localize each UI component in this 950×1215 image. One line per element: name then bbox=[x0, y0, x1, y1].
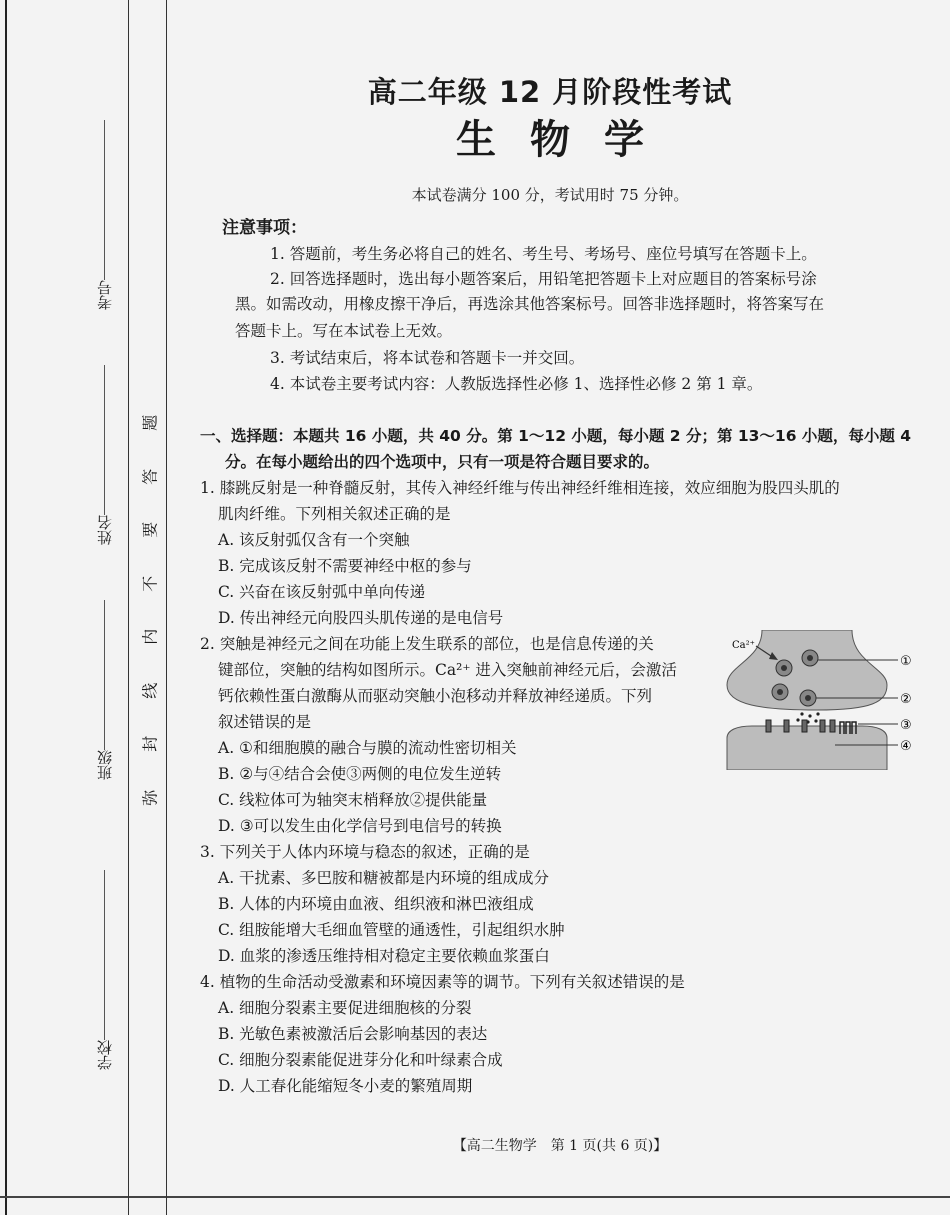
synapse-diagram bbox=[722, 630, 922, 770]
name-field[interactable] bbox=[93, 365, 115, 545]
vesicle-core bbox=[781, 665, 787, 671]
school-line bbox=[104, 870, 105, 1040]
postsynaptic-cell bbox=[727, 726, 887, 770]
q2-option-d: D. ③可以发生由化学信号到电信号的转换 bbox=[218, 817, 502, 835]
exam-number-line bbox=[104, 120, 105, 280]
notice-line: 4. 本试卷主要考试内容：人教版选择性必修 1、选择性必修 2 第 1 章。 bbox=[270, 375, 763, 393]
notice-line: 答题卡上。写在本试卷上无效。 bbox=[235, 322, 453, 340]
label-2: ② bbox=[900, 692, 912, 707]
vesicle-core bbox=[807, 655, 813, 661]
notice-line: 黑。如需改动，用橡皮擦干净后，再选涂其他答案标号。回答非选择题时，将答案写在 bbox=[235, 295, 825, 313]
vesicle-core bbox=[805, 695, 811, 701]
class-label: 班级 bbox=[95, 750, 114, 780]
page-footer: 【高二生物学 第 1 页(共 6 页)】 bbox=[452, 1138, 668, 1154]
q4-option-b: B. 光敏色素被激活后会影响基因的表达 bbox=[218, 1025, 488, 1043]
q3-stem: 3. 下列关于人体内环境与稳态的叙述，正确的是 bbox=[200, 843, 530, 861]
section-heading-line1: 一、选择题：本题共 16 小题，共 40 分。第 1～12 小题，每小题 2 分；第 13～16 小题，每小题 4 bbox=[200, 427, 912, 445]
exam-number-label: 考号 bbox=[95, 280, 114, 310]
notice-line: 1. 答题前，考生务必将自己的姓名、考生号、考场号、座位号填写在答题卡上。 bbox=[270, 245, 817, 263]
notice-line: 3. 考试结束后，将本试卷和答题卡一并交回。 bbox=[270, 349, 585, 367]
name-line bbox=[104, 365, 105, 515]
seal-char: 答 bbox=[140, 468, 160, 485]
q2-option-c: C. 线粒体可为轴突末梢释放②提供能量 bbox=[218, 791, 488, 809]
exam-number-field[interactable] bbox=[93, 120, 115, 310]
q4-option-d: D. 人工春化能缩短冬小麦的繁殖周期 bbox=[218, 1077, 473, 1095]
q4-option-a: A. 细胞分裂素主要促进细胞核的分裂 bbox=[218, 999, 472, 1017]
neurotransmitter-dots bbox=[796, 712, 819, 723]
name-label: 姓名 bbox=[95, 515, 114, 545]
q2-option-b: B. ②与④结合会使③两侧的电位发生逆转 bbox=[218, 765, 502, 783]
seal-char: 题 bbox=[140, 414, 160, 431]
section-heading-line2: 分。在每小题给出的四个选项中，只有一项是符合题目要求的。 bbox=[225, 453, 660, 471]
q4-option-c: C. 细胞分裂素能促进芽分化和叶绿素合成 bbox=[218, 1051, 503, 1069]
ca-ion-label: Ca²⁺ bbox=[732, 640, 755, 651]
school-label: 学校 bbox=[95, 1040, 114, 1070]
exam-info: 本试卷满分 100 分，考试用时 75 分钟。 bbox=[411, 186, 689, 204]
seal-char: 内 bbox=[140, 628, 160, 645]
q2-stem: 钙依赖性蛋白激酶从而驱动突触小泡移动并释放神经递质。下列 bbox=[218, 687, 653, 705]
class-field[interactable] bbox=[93, 600, 115, 780]
seal-char: 弥 bbox=[140, 789, 160, 806]
q2-option-a: A. ①和细胞膜的融合与膜的流动性密切相关 bbox=[218, 739, 517, 757]
q2-stem: 键部位，突触的结构如图所示。Ca²⁺ 进入突触前神经元后，会激活 bbox=[218, 661, 677, 679]
notice-heading: 注意事项： bbox=[222, 218, 307, 238]
q1-option-d: D. 传出神经元向股四头肌传递的是电信号 bbox=[218, 609, 504, 627]
q1-stem: 肌肉纤维。下列相关叙述正确的是 bbox=[218, 505, 451, 523]
q1-option-a: A. 该反射弧仅含有一个突触 bbox=[218, 531, 410, 549]
label-3: ③ bbox=[900, 718, 912, 733]
binding-margin bbox=[0, 0, 170, 1215]
seal-char: 封 bbox=[140, 735, 160, 752]
subject-title: 生物学 bbox=[456, 117, 678, 163]
seal-char: 线 bbox=[140, 682, 160, 699]
vesicle-core bbox=[777, 689, 783, 695]
q1-option-b: B. 完成该反射不需要神经中枢的参与 bbox=[218, 557, 472, 575]
q3-option-b: B. 人体的内环境由血液、组织液和淋巴液组成 bbox=[218, 895, 534, 913]
notice-line: 2. 回答选择题时，选出每小题答案后，用铅笔把答题卡上对应题目的答案标号涂 bbox=[270, 270, 817, 288]
school-field[interactable] bbox=[93, 870, 115, 1070]
seal-char: 要 bbox=[140, 521, 160, 538]
q3-option-c: C. 组胺能增大毛细血管壁的通透性，引起组织水肿 bbox=[218, 921, 565, 939]
seal-char: 不 bbox=[140, 575, 160, 592]
q1-stem: 1. 膝跳反射是一种脊髓反射，其传入神经纤维与传出神经纤维相连接，效应细胞为股四头肌的 bbox=[200, 479, 840, 497]
q2-stem: 2. 突触是神经元之间在功能上发生联系的部位，也是信息传递的关 bbox=[200, 635, 654, 653]
q4-stem: 4. 植物的生命活动受激素和环境因素等的调节。下列有关叙述错误的是 bbox=[200, 973, 685, 991]
q3-option-a: A. 干扰素、多巴胺和糖被都是内环境的组成成分 bbox=[218, 869, 550, 887]
exam-title: 高二年级 12 月阶段性考试 bbox=[367, 75, 733, 109]
q3-option-d: D. 血浆的渗透压维持相对稳定主要依赖血浆蛋白 bbox=[218, 947, 550, 965]
class-line bbox=[104, 600, 105, 750]
binding-line-2 bbox=[166, 0, 167, 1215]
binding-line-1 bbox=[128, 0, 129, 1215]
q1-option-c: C. 兴奋在该反射弧中单向传递 bbox=[218, 583, 426, 601]
label-4: ④ bbox=[900, 739, 912, 754]
q2-stem: 叙述错误的是 bbox=[218, 713, 312, 731]
label-1: ① bbox=[900, 654, 912, 669]
seal-warning bbox=[139, 396, 161, 824]
